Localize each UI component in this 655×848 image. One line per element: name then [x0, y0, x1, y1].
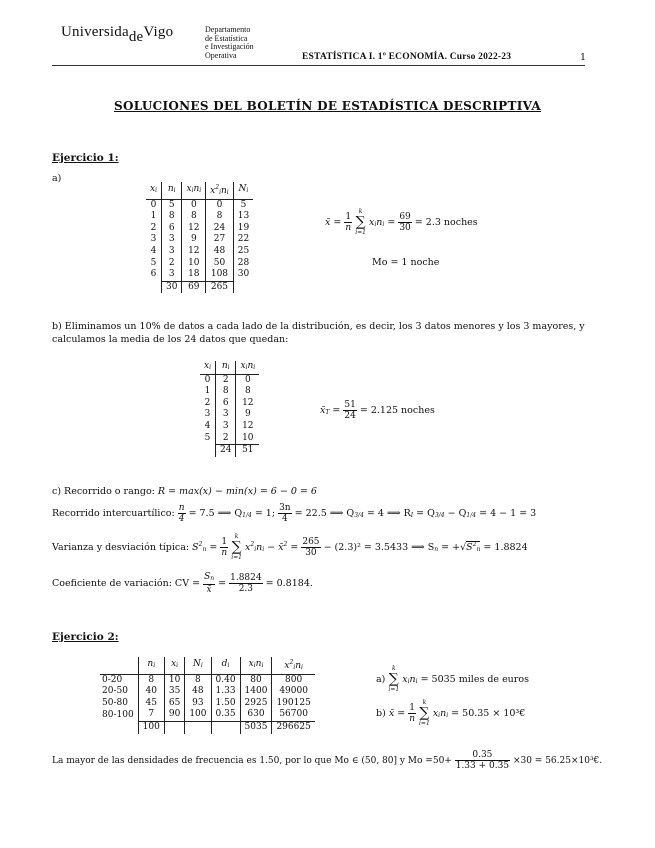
mode-conclusion: La mayor de las densidades de frecuencia es 1.50, por lo que Mo ∈ (50, 80] y Mo =50+ $\frac{0.35}{1.33 + 0.35}$ ×30 = 56.25×10³€. [52, 750, 603, 771]
page-number: 1 [580, 52, 587, 63]
table-row: 4 3 12 [200, 421, 259, 433]
exercise-2-heading: Ejercicio 2: [52, 631, 119, 643]
university-logo: UniversidadeVigo [61, 24, 174, 45]
table-row: 0 5 0 0 5 [146, 199, 253, 211]
totals-row: 24 51 [200, 445, 259, 457]
table-row: 20-50 40 35 48 1.33 1400 49000 [100, 686, 315, 698]
table-row: 1 8 8 [200, 386, 259, 398]
part-a-label: a) [52, 173, 62, 184]
totals-row: 30 69 265 [146, 281, 253, 293]
table-row: 0 2 0 [200, 374, 259, 386]
range-line: c) Recorrido o rango: R = max(x) − min(x) = 6 − 0 = 6 [52, 486, 317, 497]
mean-formula: x̄ = $\frac{1}{n}$ k ∑ i=1 xini = $\frac{69}{30}$ = 2.3 noches [325, 208, 478, 236]
table-row: 4 3 12 48 25 [146, 246, 253, 258]
table-row: 5 2 10 [200, 433, 259, 445]
variance-line: Varianza y desviación típica: $S^2n$ = $\frac{1}{n}$ k ∑ i=1 $x^2ini$ − x̄$^2$ = $\frac{265}{30}$ − (2.3)² = 3.5433 ⟹ $Sn = +√S^2n = 1.8824$ [52, 533, 528, 561]
table-row: 5 2 10 50 28 [146, 258, 253, 270]
table-row: 50-80 45 65 93 1.50 2925 190125 [100, 698, 315, 710]
frequency-table-b: xi ni xini 0 2 0 1 8 8 2 6 12 3 3 9 4 3 12 5 2 10 24 51 [200, 361, 259, 457]
course-title: ESTATÍSTICA I. 1º ECONOMÍA. Curso 2022-23 [302, 52, 512, 62]
trimmed-mean-formula: x̄T = $\frac{51}{24}$ = 2.125 noches [320, 400, 435, 421]
mode-result: Mo = 1 noche [372, 257, 440, 268]
iqr-line: Recorrido intercuartílico: $\frac{n}{4}$ = 7.5 ⟹ Q1/4 = 1; $\frac{3n}{4}$ = 22.5 ⟹ Q3/4 = 4 ⟹ RI = Q3/4 − Q1/4 = 4 − 1 = 3 [52, 503, 537, 524]
table-row: 1 8 8 8 13 [146, 211, 253, 223]
part-b-text: b) Eliminamos un 10% de datos a cada lado de la distribución, es decir, los 3 datos menores y los 3 mayores, y calculamos la media de los 24 datos que quedan: [52, 321, 585, 345]
header-rule [52, 65, 585, 66]
table-row: 80-100 7 90 100 0.35 630 56700 [100, 709, 315, 721]
table-row: 2 6 12 24 19 [146, 223, 253, 235]
frequency-table-2: ni xi Ni di xini $x^2ini$ 0-20 8 10 8 0.40 80 800 20-50 40 35 48 1.33 1400 49000 50-80 45 65 93 1.50 2925 190125 80-100 7 90 100 0.35 630 56700 100 5035 296625 [100, 657, 315, 734]
frequency-table-a: xi ni xini $x^2ini$ Ni 0 5 0 0 5 1 8 8 8 13 2 6 12 24 19 3 3 9 27 22 4 3 12 48 25 5 2 10 50 28 6 3 18 108 30 30 69 265 [146, 182, 253, 293]
table-row: 3 3 9 [200, 409, 259, 421]
department-name: Departamento de Estatística e Investigación Operativa [205, 25, 254, 60]
table-row: 3 3 9 27 22 [146, 234, 253, 246]
table-row: 0-20 8 10 8 0.40 80 800 [100, 674, 315, 686]
table-row: 6 3 18 108 30 [146, 269, 253, 281]
cv-line: Coeficiente de variación: CV = $\frac{Sn}{x̄}$ = $\frac{1.8824}{2.3}$ = 0.8184. [52, 572, 313, 595]
table-row: 2 6 12 [200, 398, 259, 410]
ex2-part-b: b) x̄ = $\frac{1}{n}$ k ∑ i=1 xini = 50.35 × 10³€ [376, 699, 526, 727]
page-title: SOLUCIONES DEL BOLETÍN DE ESTADÍSTICA DESCRIPTIVA [114, 99, 541, 113]
exercise-1-heading: Ejercicio 1: [52, 152, 119, 164]
totals-row: 100 5035 296625 [100, 721, 315, 733]
ex2-part-a: a) k ∑ i=1 xini = 5035 miles de euros [376, 665, 529, 693]
